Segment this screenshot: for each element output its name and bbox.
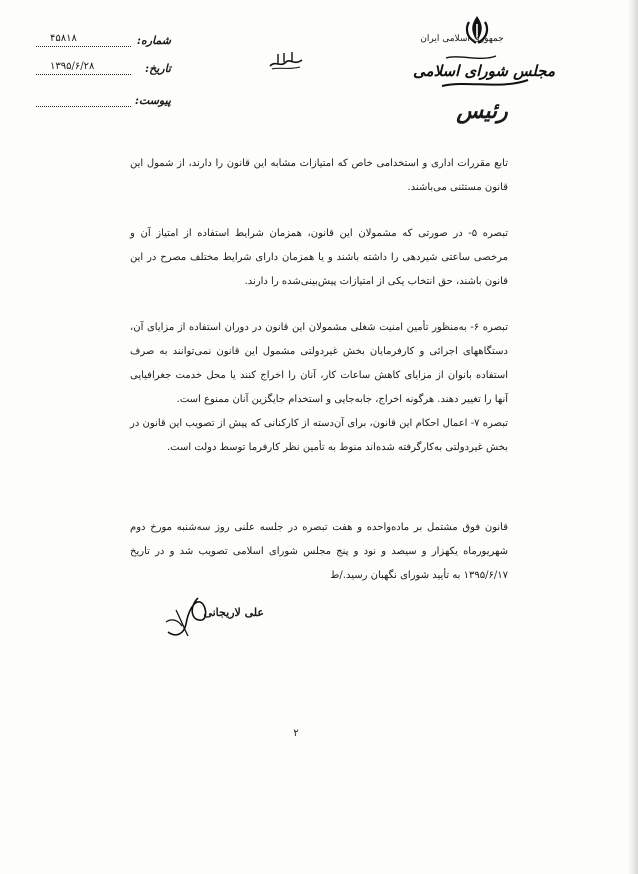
number-dotted-line	[36, 46, 131, 47]
closing-text	[130, 516, 508, 588]
law-text	[130, 152, 508, 460]
date-dotted-line	[36, 74, 131, 75]
date-value: ۱۳۹۵/۶/۲۸	[50, 61, 95, 72]
government-line: جمهوری اسلامی ایران	[420, 34, 504, 44]
page-number: ۲	[293, 728, 299, 739]
paragraph-note-7: تبصره ۷- اعمال احکام این قانون، برای آن‌دسته از کارکنانی که پیش از تصویب این قانون در بخش غیردولتی به‌کارگرفته شده‌اند منوط به تأمین نظر کارفرما توسط دولت است.	[130, 418, 508, 453]
attachment-dotted-line	[36, 106, 131, 107]
paragraph-note-5: تبصره ۵- در صورتی که مشمولان این قانون، همزمان شرایط استفاده از امتیاز آن و مرخصی ساعتی شیردهی را داشته باشند و یا همزمان دارای شرایط مختلف مصرح در این قانون باشند، حق انتخاب یکی از امتیازات پیش‌بینی‌شده را دارند.	[130, 228, 508, 287]
paragraph-note-6: تبصره ۶- به‌منظور تأمین امنیت شغلی مشمولان این قانون در دوران استفاده از مزایای آن، دستگاههای اجرائی و کارفرمایان بخش غیردولتی مشمول این قانون نمی‌توانند به صرف استفاده بانوان از مزایای کاهش ساعات کار، آنان را اخراج کنند یا محل خدمت جغرافیایی آنها را تغییر دهند. هرگونه اخراج، جابه‌جایی و استخدام جایگزین آنان ممنوع است.	[130, 322, 508, 405]
bismillah-calligraphy	[266, 50, 306, 72]
paragraph-1: تابع مقررات اداری و استخدامی خاص که امتیازات مشابه این قانون را دارند، از شمول این قانون مستثنی می‌باشند.	[130, 158, 508, 193]
parliament-logotype	[413, 46, 555, 94]
number-field	[36, 34, 171, 50]
attachment-label: پیوست:	[134, 94, 171, 107]
president-title: رئیس	[456, 98, 508, 124]
date-label: تاریخ:	[145, 62, 171, 75]
parliament-name: مجلس شورای اسلامی	[413, 62, 555, 80]
scan-edge-shadow	[628, 0, 638, 874]
attachment-field	[36, 94, 171, 110]
closing-paragraph: قانون فوق مشتمل بر ماده‌واحده و هفت تبصره در جلسه علنی روز سه‌شنبه مورخ دوم شهریورماه یکهزار و سیصد و نود و پنج مجلس شورای اسلامی تصویب شد و در تاریخ ۱۳۹۵/۶/۱۷ به تأیید شورای نگهبان رسید./ط	[130, 522, 508, 581]
signer-name: علی لاریجانی	[203, 606, 264, 619]
number-value: ۴۵۸۱۸	[50, 33, 77, 44]
date-field	[36, 62, 171, 78]
number-label: شماره:	[136, 34, 171, 47]
